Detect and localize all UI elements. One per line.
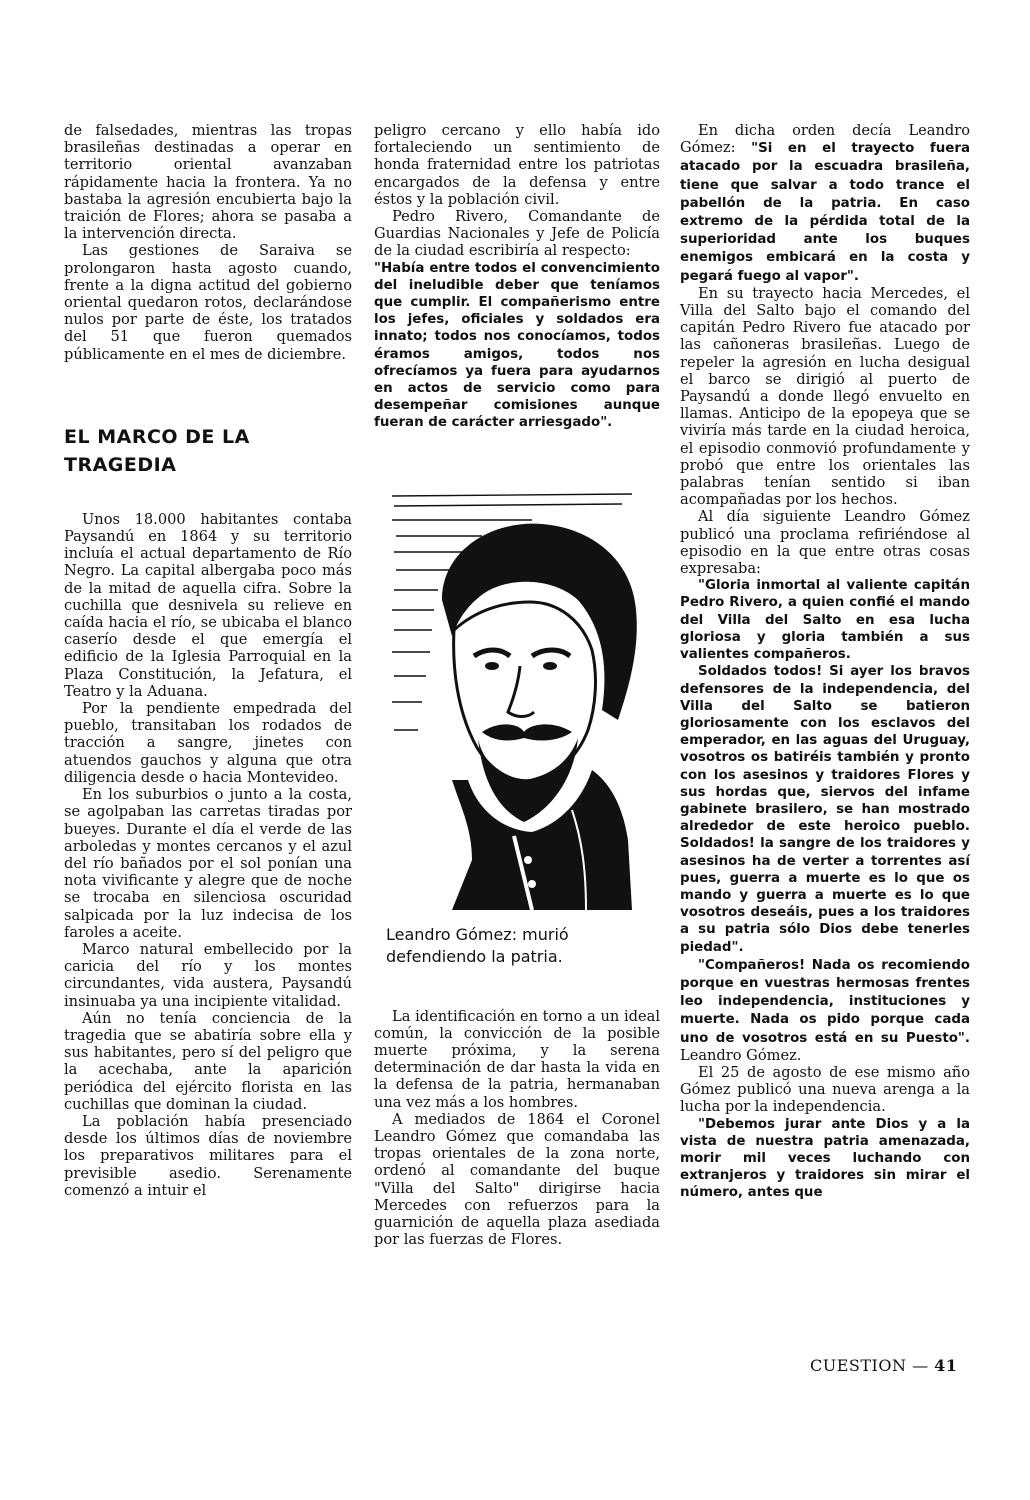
quote: "Había entre todos el convencimiento del ineludible deber que teníamos que cumplir. El compañerismo entre los jefes, oficiales y soldados era innato; todos nos conocíamos, todos éramos amigos, todos nos ofrecíamos ya fuera para ayudarnos en actos de servicio como para desempeñar comisiones aunque fueran de carácter arriesgado". bbox=[374, 260, 660, 431]
paragraph: La identificación en torno a un ideal común, la convicción de la posible muerte próxima, y la serena determinación de dar hasta la vida en la defensa de la patria, hermanaban una vez más a los hombres. bbox=[374, 1007, 660, 1111]
paragraph bbox=[680, 122, 970, 285]
paragraph: Por la pendiente empedrada del pueblo, transitaban los rodados de tracción a sangre, jinetes con atuendos gauchos y alguna que otra diligencia desde o hacia Montevideo. bbox=[64, 700, 352, 786]
quote: Soldados todos! Si ayer los bravos defensores de la independencia, del Villa del Salto se batieron gloriosamente con los esclavos del emperador, en las aguas del Uruguay, vosotros os batiréis también y pronto con los asesinos y traidores Flores y sus hordas que, siervos del infame gabinete brasilero, se han mostrado alrededor de este heroico pueblo. Soldados! la sangre de los traidores y asesinos ha de verter a torrentes así pues, guerra a muerte es lo que os mando y guerra a muerte es lo que vosotros deseáis, pues a los traidores a su patria sólo Dios debe tenerles piedad". bbox=[680, 664, 970, 955]
article-column-2 bbox=[374, 122, 660, 1249]
paragraph: de falsedades, mientras las tropas brasileñas destinadas a operar en territorio oriental avanzaban rápidamente hacia la frontera. Ya no bastaba la agresión encubierta bajo la traición de Flores; ahora se pasaba a la intervención directa. bbox=[64, 122, 352, 243]
page-number: 41 bbox=[934, 1356, 958, 1375]
quote: "Debemos jurar ante Dios y a la vista de nuestra patria amenazada, morir mil veces luchando con extranjeros y traidores sin mirar el número, antes que bbox=[680, 1116, 970, 1201]
paragraph: Marco natural embellecido por la caricia del río y los montes circundantes, vida austera, Paysandú insinuaba ya una incipiente vitalidad. bbox=[64, 940, 352, 1010]
paragraph: A mediados de 1864 el Coronel Leandro Gómez que comandaba las tropas orientales de la zona norte, ordenó al comandante del buque "Villa del Salto" dirigirse hacia Mercedes con refuerzos para la guarnición de aquella plaza asediada por las fuerzas de Flores. bbox=[374, 1110, 660, 1249]
quote: "Gloria inmortal al valiente capitán Pedro Rivero, a quien confié el mando del Villa del Salto en esa lucha gloriosa y gloria también a sus valientes compañeros. bbox=[680, 578, 970, 663]
paragraph: Al día siguiente Leandro Gómez publicó una proclama refiriéndose al episodio en la que entre otras cosas expresaba: bbox=[680, 508, 970, 578]
paragraph: peligro cercano y ello había ido fortaleciendo un sentimiento de honda fraternidad entre los patriotas encargados de la defensa y entre éstos y la población civil. bbox=[374, 122, 660, 208]
paragraph: En su trayecto hacia Mercedes, el Villa del Salto bajo el comando del capitán Pedro Rivero fue atacado por las cañoneras brasileñas. Luego de repeler la agresión en lucha desigual el barco se dirigió al puerto de Paysandú a donde llegó envuelto en llamas. Anticipo de la epopeya que se viviría más tarde en la ciudad heroica, el episodio conmovió profundamente y probó que entre los orientales las palabras tenían sentido si iban acompañadas por los hechos. bbox=[680, 284, 970, 509]
page-footer bbox=[810, 1356, 957, 1375]
paragraph-text: En dicha orden decía Leandro Gómez: bbox=[680, 122, 970, 157]
paragraph bbox=[680, 956, 970, 1064]
paragraph: Aún no tenía conciencia de la tragedia que se abatiría sobre ella y sus habitantes, pero sí del peligro que la acechaba, ante la aparición periódica del ejército florista en las cuchillas que dominan la ciudad. bbox=[64, 1009, 352, 1113]
paragraph: Las gestiones de Saraiva se prolongaron hasta agosto cuando, frente a la digna actitud del gobierno oriental quedaron rotos, declarándose nulos por parte de éste, los tratados del 51 que fueron quemados públicamente en el mes de diciembre. bbox=[64, 242, 352, 363]
section-heading: EL MARCO DE LA TRAGEDIA bbox=[64, 425, 250, 476]
paragraph: La población había presenciado desde los últimos días de noviembre los preparativos militares para el previsible asedio. Serenamente comenzó a intuir el bbox=[64, 1112, 352, 1199]
portrait-illustration bbox=[382, 480, 652, 912]
article-column-3 bbox=[680, 122, 970, 1202]
image-caption: Leandro Gómez: murió defendiendo la patria. bbox=[386, 924, 569, 966]
paragraph: En los suburbios o junto a la costa, se agolpaban las carretas tiradas por bueyes. Durante el día el verde de las arboledas y montes cercanos y el azul del río bañados por el sol ponían una nota vivificante y alegre que de noche se trocaba en silenciosa oscuridad salpicada por la luz indecisa de los faroles a aceite. bbox=[64, 786, 352, 941]
paragraph: Pedro Rivero, Comandante de Guardias Nacionales y Jefe de Policía de la ciudad escribiría al respecto: bbox=[374, 208, 660, 260]
paragraph: El 25 de agosto de ese mismo año Gómez publicó una nueva arenga a la lucha por la independencia. bbox=[680, 1063, 970, 1116]
article-column-1 bbox=[64, 122, 352, 1199]
paragraph: Unos 18.000 habitantes contaba Paysandú en 1864 y su territorio incluía el actual departamento de Río Negro. La capital albergaba poco más de la mitad de aquella cifra. Sobre la cuchilla que desnivela su relieve en caída hacia el río, se ubicaba el blanco caserío desde el que emergía el edificio de la Iglesia Parroquial en la Plaza Constitución, la Jefatura, el Teatro y la Aduana. bbox=[64, 510, 352, 700]
quote: "Si en el trayecto fuera atacado por la escuadra brasileña, tiene que salvar a todo trance el pabellón de la patria. En caso extremo de la pérdida total de la superioridad ante los buques enemigos embicará en la costa y pegará fuego al vapor". bbox=[680, 141, 971, 284]
magazine-name: CUESTION bbox=[810, 1356, 907, 1375]
footer-separator: — bbox=[912, 1356, 929, 1375]
signature: Leandro Gómez. bbox=[680, 1046, 802, 1064]
quote: "Compañeros! Nada os recomiendo porque en vuestras hermosas frentes leo independencia, instituciones y muerte. Nada os pido porque cada uno de vosotros está en su Puesto". bbox=[680, 957, 970, 1046]
